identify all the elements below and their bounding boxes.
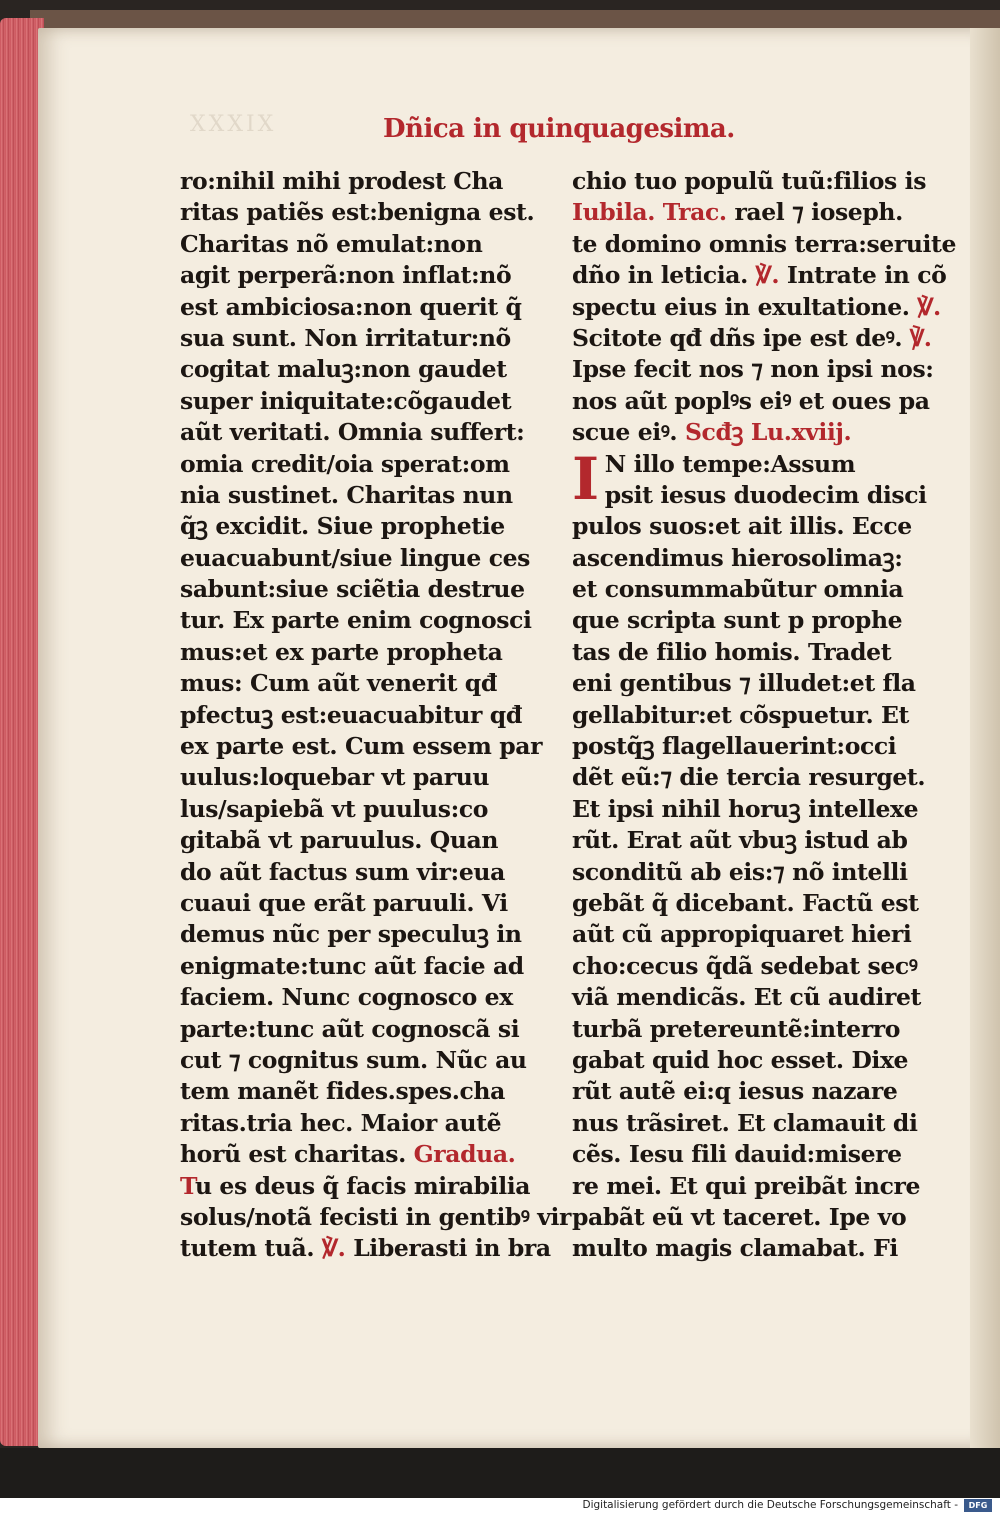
line-text: u es deus q̃ facis mirabilia [194,1171,531,1200]
text-line [180,417,525,448]
line-text: uulus:loquebar vt paruu [180,763,490,792]
rubric-text: ℣. [909,323,932,352]
line-text: horũ est charitas. [180,1140,414,1169]
line-text: solus/notã fecisti in gentibꝰ vir [180,1202,572,1231]
text-line [572,1045,912,1076]
line-text: chio tuo populũ tuũ:filios is [572,167,927,195]
line-text: postq̃ꝫ flagellauerint:occi [572,732,897,761]
text-line [572,543,912,574]
rubric-text: ℣. [755,261,780,290]
line-text: cẽs. Iesu fili dauid:misere [572,1140,902,1169]
line-text: sua sunt. Non irritatur:nõ [180,323,511,352]
rubric-text: Gradua. [413,1140,516,1169]
text-line [572,825,912,856]
line-text: mus: Cum aũt venerit qđ [180,669,497,698]
line-text: Intrate in cõ [779,261,947,290]
text-line [572,417,912,448]
line-text: viã mendicãs. Et cũ audiret [572,983,921,1012]
text-line [572,637,912,668]
line-text: scue eiꝰ. [572,418,685,447]
text-line [572,574,912,605]
text-line [572,1108,918,1139]
text-line [180,731,543,762]
line-text: sabunt:siue sciẽtia destrue [180,575,525,604]
text-line [572,1076,912,1107]
line-text: tutem tuã. [180,1234,322,1263]
text-line [180,574,525,605]
text-line [180,1014,522,1045]
line-text: gitabã vt paruulus. Quan [180,826,499,855]
text-line [180,1202,572,1233]
footer-credit: Digitalisierung gefördert durch die Deutsche Forschungsgemeinschaft - [582,1499,958,1511]
text-line [180,1045,527,1076]
rubric-text: T [180,1171,195,1200]
text-line [572,951,918,982]
text-line [180,260,522,291]
text-line [572,888,919,919]
text-line [572,480,927,511]
rubric-text: Iubila. [572,198,663,227]
text-line [572,731,912,762]
text-line [180,1171,531,1202]
line-text: Ipse fecit nos ⁊ non ipsi nos: [572,355,934,384]
line-text: ex parte est. Cum essem par [180,732,543,761]
line-text: omia credit/oia sperat:om [180,449,510,478]
text-line [180,605,532,636]
line-text: nos aũt poplꝰs eiꝰ et oues pa [572,386,930,415]
line-text: Liberasti in bra [345,1234,551,1263]
text-line [572,386,930,417]
line-text: ritas patiẽs est:benigna est. [180,198,535,227]
line-text: te domino omnis terra:seruite [572,229,957,258]
line-text: rũt autẽ ei:q iesus nazare [572,1077,898,1106]
line-text: Scitote qđ dñs ipe est deꝰ. [572,323,910,352]
text-line [572,605,912,636]
text-line [180,762,522,793]
running-head: Dñica in quinquagesima. [383,114,735,144]
line-text: tur. Ex parte enim cognosci [180,606,532,635]
line-text: N illo tempe:Assum [604,449,856,478]
line-text: pfectuꝫ est:euacuabitur qđ [180,700,522,729]
line-text: Charitas nõ emulat:non [180,229,483,258]
text-line [180,449,522,480]
line-text: lus/sapiebã vt puulus:co [180,794,489,823]
line-text: q̃ꝫ excidit. Siue prophetie [180,512,505,541]
line-text: parte:tunc aũt cognoscã si [180,1014,520,1043]
rubric-text: ℣. [917,292,941,321]
text-line [180,888,522,919]
text-line [180,292,522,323]
text-line [572,668,916,699]
line-text: rũt. Erat aũt vbuꝫ istud ab [572,826,908,855]
line-text: re mei. Et qui preibãt incre [572,1171,921,1200]
text-line [180,229,522,260]
decorated-initial: I [572,444,599,513]
text-line [180,354,522,385]
text-line [572,794,919,825]
line-text: aũt veritati. Omnia suffert: [180,418,525,447]
line-text: mus:et ex parte propheta [180,637,503,666]
text-line [572,1139,912,1170]
text-line [180,386,522,417]
text-line [180,197,535,228]
text-line [572,1014,912,1045]
text-line [180,480,522,511]
text-line [572,197,912,228]
text-line [180,1233,551,1264]
line-text: ritas.tria hec. Maior autẽ [180,1108,502,1137]
text-line [180,794,522,825]
line-text: euacuabunt/siue lingue ces [180,543,530,572]
line-text: aũt cũ appropiquaret hieri [572,920,912,949]
right-text-column [572,166,957,1265]
text-line [572,1233,912,1264]
line-text: super iniquitate:cõgaudet [180,386,512,415]
rubric-text: Trac. [662,198,727,227]
line-text: psit iesus duodecim disci [604,480,927,509]
text-line [180,166,522,197]
text-line [572,292,941,323]
line-text: Et ipsi nihil horuꝫ intellexe [572,794,919,823]
text-line [572,229,957,260]
rubric-text: ℣. [321,1234,346,1263]
text-line [180,1139,522,1170]
line-text: tas de filio homis. Tradet [572,637,892,666]
line-text: pabãt eũ vt taceret. Ipe vo [572,1202,907,1231]
text-line [180,982,522,1013]
text-line [572,1171,921,1202]
line-text: sconditũ ab eis:⁊ nõ intelli [572,857,908,886]
line-text: est ambiciosa:non querit q̃ [180,292,522,321]
line-text: rael ⁊ ioseph. [726,198,903,227]
dfg-logo: DFG [964,1499,992,1512]
text-line [572,323,932,354]
line-text: agit perperã:non inflat:nõ [180,261,512,290]
line-text: ascendimus hierosolimaꝫ: [572,543,903,572]
line-text: gebãt q̃ dicebant. Factũ est [572,888,919,917]
text-line [180,637,522,668]
line-text: gabat quid hoc esset. Dixe [572,1045,909,1074]
left-text-column [180,166,572,1265]
line-text: cho:cecus q̃dã sedebat secꝰ [572,951,918,980]
line-text: gellabitur:et cõspuetur. Et [572,700,909,729]
line-text: eni gentibus ⁊ illudet:et fla [572,669,916,698]
text-line [572,1202,912,1233]
text-line [180,825,522,856]
text-line [572,762,926,793]
text-line [572,511,912,542]
line-text: nus trãsiret. Et clamauit di [572,1108,918,1137]
text-line [180,857,522,888]
text-line [180,668,522,699]
line-text: et consummabũtur omnia [572,575,904,604]
line-text: ro:nihil mihi prodest Cha [180,167,504,195]
line-text: turbã pretereuntẽ:interro [572,1014,900,1043]
line-text: cogitat maluꝫ:non gaudet [180,355,507,384]
text-line [180,951,522,982]
line-text: nia sustinet. Charitas nun [180,480,513,509]
text-line [180,1108,522,1139]
line-text: spectu eius in exultatione. [572,292,918,321]
page-right-edge [970,28,1000,1448]
text-line [572,982,921,1013]
scan-bottom-bar [0,1448,1000,1498]
text-line [572,919,912,950]
text-line [180,323,522,354]
line-text: tem manẽt fides.spes.cha [180,1077,505,1106]
text-line [572,354,934,385]
line-text: enigmate:tunc aũt facie ad [180,951,524,980]
line-text: do aũt factus sum vir:eua [180,857,505,886]
digitization-footer [0,1498,1000,1514]
line-text: cuaui que erãt paruuli. Vi [180,888,508,917]
line-text: multo magis clamabat. Fi [572,1234,898,1263]
text-line [180,919,522,950]
text-line [572,700,912,731]
line-text: faciem. Nunc cognosco ex [180,983,513,1012]
show-through-text: XXXIX [190,112,277,137]
text-line [180,511,522,542]
text-line [572,166,927,197]
text-line [572,260,947,291]
text-line [572,857,912,888]
line-text: pulos suos:et ait illis. Ecce [572,512,912,541]
line-text: demus nũc per speculuꝫ in [180,920,522,949]
line-text: cut ⁊ cognitus sum. Nũc au [180,1045,527,1074]
rubric-text: Scđꝫ Lu.xviij. [684,418,852,447]
text-line [180,1076,522,1107]
text-line [180,700,522,731]
text-line [180,543,530,574]
line-text: dño in leticia. [572,261,756,290]
line-text: dẽt eũ:⁊ die tercia resurget. [572,763,926,792]
line-text: que scripta sunt p prophe [572,606,903,635]
